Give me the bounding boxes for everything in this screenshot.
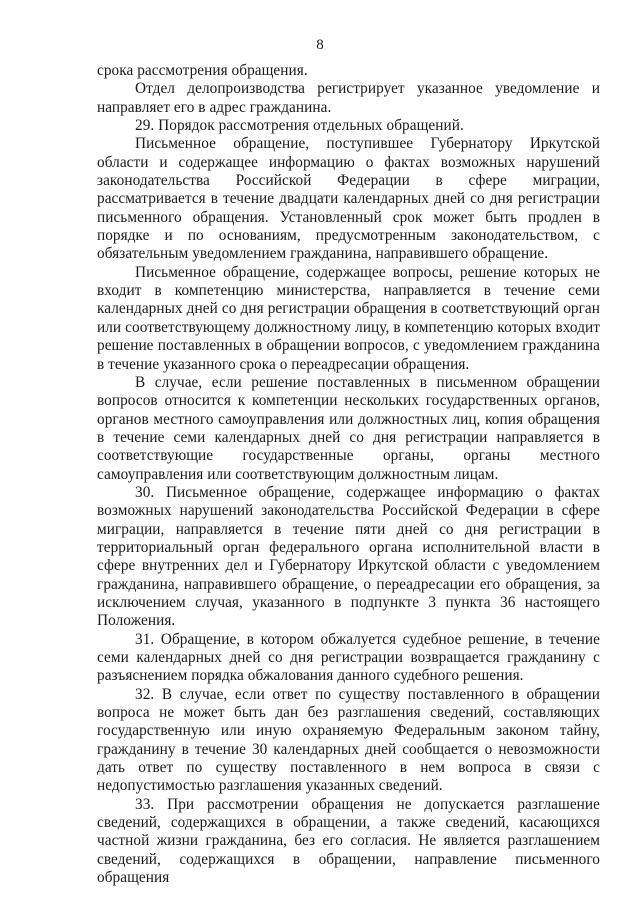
paragraph-registration-notice: Отдел делопроизводства регистрирует указанное уведомление и направляет его в адрес гражданина. <box>97 80 600 116</box>
paragraph-item-33: 33. При рассмотрении обращения не допускается разглашение сведений, содержащихся в обращении, а также сведений, касающихся частной жизни гражданина, без его согласия. Не является разглашением сведений, содержащихся в обращении, направление письменного обращения <box>97 795 600 887</box>
paragraph-item-32: 32. В случае, если ответ по существу поставленного в обращении вопроса не может быть дан без разглашения сведений, составляющих государственную или иную охраняемую Федеральным законом тайну, гражданину в течение 30 календарных дней сообщается о невозможности дать ответ по существу поставленного в нем вопроса в связи с недопустимостью разглашения указанных сведений. <box>97 685 600 795</box>
paragraph-item-31: 31. Обращение, в котором обжалуется судебное решение, в течение семи календарных дней со дня регистрации возвращается гражданину с разъяснением порядка обжалования данного судебного решения. <box>97 630 600 685</box>
paragraph-item-29-heading: 29. Порядок рассмотрения отдельных обращений. <box>135 117 464 135</box>
paragraph-multiple-bodies: В случае, если решение поставленных в письменном обращении вопросов относится к компетенции нескольких государственных органов, органов местного самоуправления или должностных лиц, копия обращения в течение семи календарных дней со дня регистрации направляется в соответствующие государственные органы, органы местного самоуправления или соответствующим должностным лицам. <box>97 373 600 483</box>
document-body <box>97 62 600 887</box>
paragraph-out-of-competence: Письменное обращение, содержащее вопросы, решение которых не входит в компетенцию министерства, направляется в течение семи календарных дней со дня регистрации обращения в соответствующий орган или соответствующему должностному лицу, в компетенцию которых входит решение поставленных в обращении вопросов, с уведомлением гражданина в течение указанного срока о переадресации обращения. <box>97 263 600 373</box>
paragraph-item-30: 30. Письменное обращение, содержащее информацию о фактах возможных нарушений законодательства Российской Федерации в сфере миграции, направляется в течение пяти дней со дня регистрации в территориальный орган федерального органа исполнительной власти в сфере внутренних дел и Губернатору Иркутской области с уведомлением гражданина, направившего обращение, о переадресации его обращения, за исключением случая, указанного в подпункте 3 пункта 36 настоящего Положения. <box>97 483 600 630</box>
page-number: 8 <box>316 37 324 53</box>
paragraph-continuation: срока рассмотрения обращения. <box>97 62 308 79</box>
paragraph-migration-violations: Письменное обращение, поступившее Губернатору Иркутской области и содержащее информацию о фактах возможных нарушений законодательства Российской Федерации в сфере миграции, рассматривается в течение двадцати календарных дней со дня регистрации письменного обращения. Установленный срок может быть продлен в порядке и по основаниям, предусмотренным законодательством, с обязательным уведомлением гражданина, направившего обращение. <box>97 135 600 263</box>
